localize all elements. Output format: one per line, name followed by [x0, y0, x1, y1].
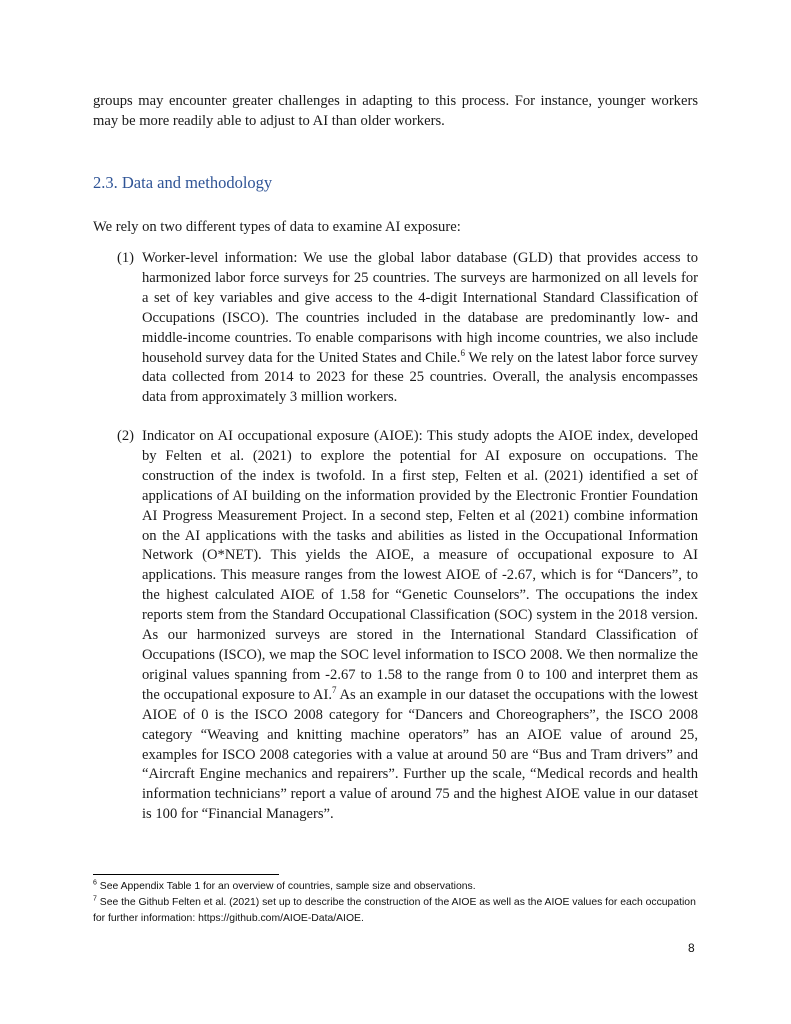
- continuation-paragraph: groups may encounter greater challenges in adapting to this process. For instance, younger workers may be more readily able to adjust to AI than older workers.: [93, 93, 698, 129]
- lead-sentence: We rely on two different types of data to examine AI exposure:: [93, 219, 461, 235]
- footnote-number: 7: [93, 895, 97, 903]
- list-item-text-part: Worker-level information: We use the global labor database (GLD) that provides access to harmonized labor force surveys for 25 countries. The surveys are harmonized on all levels for a set of key variables and give access to the 4-digit International Standard Classification of Occupations (ISCO). The countries included in the database are predominantly low- and middle-income countries. To enable comparisons with high income countries, we also include household survey data for the United States and Chile.: [142, 250, 698, 366]
- footnote-text: See the Github Felten et al. (2021) set up to describe the construction of the AIOE as well as the AIOE values for each occupation for further information: https://github.com/AIOE-Data/AIOE.: [93, 897, 696, 924]
- footnote-6: [93, 879, 698, 895]
- footnote-ref-7[interactable]: 7: [331, 684, 337, 695]
- section-heading: 2.3. Data and methodology: [93, 173, 273, 192]
- list-item-aioe-indicator: [117, 427, 698, 825]
- list-item-text: [142, 249, 698, 408]
- list-item-worker-level-information: [117, 249, 698, 408]
- footnote-divider: [93, 874, 279, 875]
- footnotes: [93, 879, 698, 927]
- footnote-ref-6[interactable]: 6: [460, 347, 465, 358]
- footnote-number: 6: [93, 879, 97, 887]
- page-number: 8: [688, 941, 695, 955]
- footnote-7: [93, 895, 698, 927]
- list-item-number: (2): [117, 428, 135, 444]
- list-item-text-part: As an example in our dataset the occupations with the lowest AIOE of 0 is the ISCO 2008 category for “Dancers and Choreographers”, the ISCO 2008 category “Weaving and knitting machine operators” has an AIOE value of around 25, examples for ISCO 2008 categories with a value at around 50 are “Bus and Tram drivers” and “Aircraft Engine mechanics and repairers”. Further up the scale, “Medical records and health information technicians” report a value of around 75 and the highest AIOE value in our dataset is 100 for “Financial Managers”.: [142, 686, 698, 823]
- list-item-text: [142, 427, 698, 825]
- list-item-text-part: We rely on the latest labor force survey data collected from 2014 to 2023 for these 25 countries. Overall, the analysis encompasses data from approximately 3 million workers.: [142, 349, 698, 406]
- list-item-text-part: Indicator on AI occupational exposure (AIOE): This study adopts the AIOE index, developed by Felten et al. (2021) to explore the potential for AI exposure on occupations. The construction of the index is twofold. In a first step, Felten et al. (2021) identified a set of applications of AI building on the information provided by the Electronic Frontier Foundation AI Progress Measurement Project. In a second step, Felten et al (2021) combine information on the AI applications with the tasks and abilities as listed in the Occupational Information Network (O*NET). This yields the AIOE, a measure of occupational exposure to AI applications. This measure ranges from the lowest AIOE of -2.67, which is for “Dancers”, to the highest calculated AIOE of 1.58 for “Genetic Counselors”. The occupations the index reports stem from the Standard Occupational Classification (SOC) system in the 2018 version. As our harmonized surveys are stored in the International Standard Classification of Occupations (ISCO), we map the SOC level information to ISCO 2008. We then normalize the original values spanning from -2.67 to 1.58 to the range from 0 to 100 and interpret them as the occupational exposure to AI.: [142, 428, 698, 703]
- footnote-text: See Appendix Table 1 for an overview of countries, sample size and observations.: [96, 881, 476, 892]
- list-item-number: (1): [117, 250, 135, 266]
